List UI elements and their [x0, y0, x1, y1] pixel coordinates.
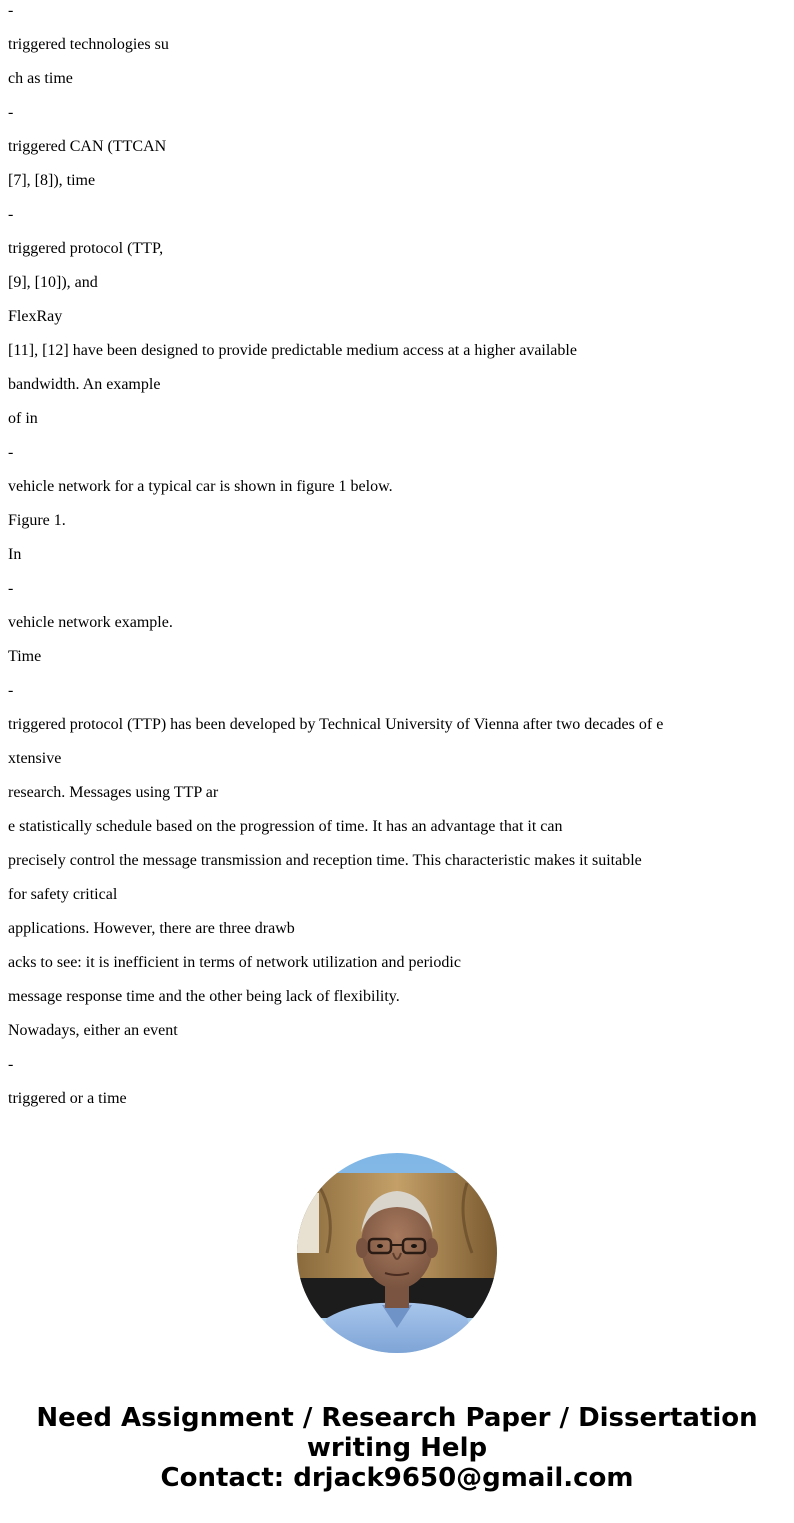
- text-line: -: [8, 206, 14, 223]
- text-line: for safety critical: [8, 886, 118, 903]
- text-line: vehicle network example.: [8, 614, 173, 631]
- text-line: [7], [8]), time: [8, 172, 96, 189]
- text-line: message response time and the other being lack of flexibility.: [8, 988, 400, 1005]
- text-line: bandwidth. An example: [8, 376, 161, 393]
- text-line: e statistically schedule based on the progression of time. It has an advantage that it can: [8, 818, 563, 835]
- text-line: [11], [12] have been designed to provide predictable medium access at a higher available: [8, 342, 577, 359]
- text-line: -: [8, 1056, 14, 1073]
- text-line: -: [8, 682, 14, 699]
- text-line: triggered protocol (TTP) has been developed by Technical University of Vienna after two decades of e: [8, 716, 664, 733]
- text-line: xtensive: [8, 750, 62, 767]
- promo-contact-email[interactable]: Contact: drjack9650@gmail.com: [160, 1463, 634, 1493]
- text-line: research. Messages using TTP ar: [8, 784, 219, 801]
- text-line: -: [8, 580, 14, 597]
- text-line: triggered protocol (TTP,: [8, 240, 164, 257]
- text-line: triggered technologies su: [8, 36, 169, 53]
- text-line: -: [8, 444, 14, 461]
- text-line: triggered CAN (TTCAN: [8, 138, 167, 155]
- promo-subheadline: writing Help: [306, 1433, 488, 1463]
- text-line: Time: [8, 648, 42, 665]
- text-line: applications. However, there are three drawb: [8, 920, 295, 937]
- text-line: precisely control the message transmission and reception time. This characteristic makes it suitable: [8, 852, 642, 869]
- text-line: of in: [8, 410, 38, 427]
- author-portrait-image: [297, 1153, 497, 1353]
- document-body: [8, 0, 788, 1124]
- author-avatar: [297, 1153, 497, 1353]
- text-line: vehicle network for a typical car is shown in figure 1 below.: [8, 478, 393, 495]
- text-line: -: [8, 2, 14, 19]
- text-line: acks to see: it is inefficient in terms of network utilization and periodic: [8, 954, 461, 971]
- text-line: -: [8, 104, 14, 121]
- text-line: triggered or a time: [8, 1090, 127, 1107]
- figure-caption: Figure 1.: [8, 512, 66, 529]
- text-line: In: [8, 546, 22, 563]
- text-line: FlexRay: [8, 308, 63, 325]
- text-line: Nowadays, either an event: [8, 1022, 178, 1039]
- text-line: ch as time: [8, 70, 73, 87]
- text-line: [9], [10]), and: [8, 274, 98, 291]
- promo-headline: Need Assignment / Research Paper / Dissertation: [36, 1403, 758, 1433]
- promo-banner: [0, 1403, 794, 1493]
